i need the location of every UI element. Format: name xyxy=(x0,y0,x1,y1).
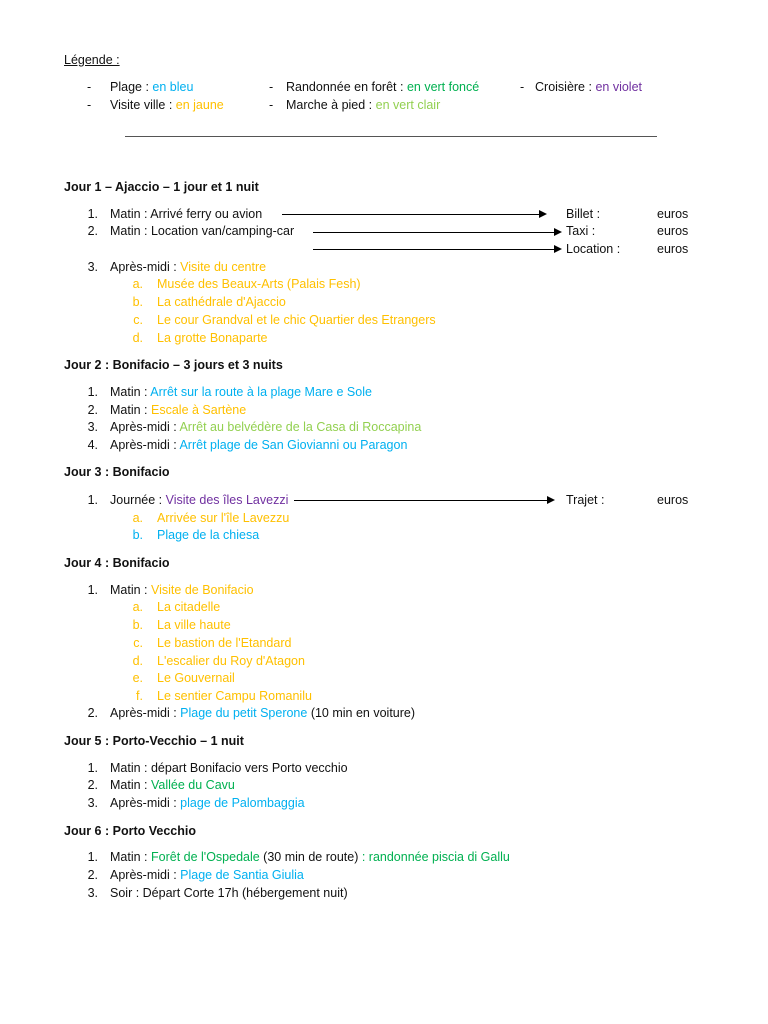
day4-sub-d: L'escalier du Roy d'Atagon xyxy=(157,654,305,668)
arrow-head-icon xyxy=(554,228,562,236)
cost-billet-unit: euros xyxy=(657,207,689,221)
arrow-head-icon xyxy=(539,210,547,218)
day1-sub-a: Musée des Beaux-Arts (Palais Fesh) xyxy=(157,277,361,291)
day6-item1 xyxy=(110,850,510,865)
day1-sub-b: La cathédrale d'Ajaccio xyxy=(157,295,286,309)
item-label: Après-midi : xyxy=(110,438,180,452)
day4-item1 xyxy=(110,583,254,598)
legend-dash: - xyxy=(87,98,92,112)
item-label: Matin : xyxy=(110,850,151,864)
cost-taxi-unit: euros xyxy=(657,224,689,238)
list-number: 1. xyxy=(87,583,98,597)
day4-title: Jour 4 : Bonifacio xyxy=(64,556,170,570)
item-label: Après-midi : xyxy=(110,420,180,434)
item-value: Visite de Bonifacio xyxy=(151,583,254,597)
day3-sub-a: Arrivée sur l'île Lavezzu xyxy=(157,511,290,525)
arrow-line xyxy=(313,232,555,233)
day3-item1 xyxy=(110,493,288,508)
legend-ville xyxy=(110,98,224,113)
arrow-head-icon xyxy=(547,496,555,504)
list-number: 3. xyxy=(87,260,98,274)
sub-letter: a. xyxy=(132,511,143,525)
legend-randonnee-label: Randonnée en forêt : xyxy=(286,80,407,94)
item-value: Arrêt sur la route à la plage Mare e Sole xyxy=(150,385,372,399)
item-value: Forêt de l'Ospedale xyxy=(151,850,260,864)
cost-trajet-unit: euros xyxy=(657,493,689,507)
day5-item2 xyxy=(110,778,235,793)
legend-randonnee xyxy=(286,80,479,95)
list-number: 1. xyxy=(87,761,98,775)
day2-item2 xyxy=(110,403,246,418)
day6-title: Jour 6 : Porto Vecchio xyxy=(64,824,196,838)
item-value: Arrêt au belvédère de la Casa di Roccapina xyxy=(179,420,422,434)
legend-dash: - xyxy=(520,80,525,94)
legend-croisiere-value: en violet xyxy=(595,80,642,94)
arrow-line xyxy=(294,500,548,501)
legend-croisiere xyxy=(535,80,642,95)
legend-plage xyxy=(110,80,193,95)
arrow-line xyxy=(282,214,540,215)
day4-sub-a: La citadelle xyxy=(157,600,221,614)
item-label: Après-midi : xyxy=(110,868,181,882)
item-value: Arrêt plage de San Giovianni ou Paragon xyxy=(179,438,408,452)
item-value: Plage de Santia Giulia xyxy=(180,868,304,882)
day1-item2: Matin : Location van/camping-car xyxy=(110,224,295,238)
item-label: Après-midi : xyxy=(110,706,181,720)
day6-item3: Soir : Départ Corte 17h (hébergement nuit) xyxy=(110,886,348,900)
day2-item4 xyxy=(110,438,407,453)
legend-dash: - xyxy=(87,80,92,94)
section-divider xyxy=(125,136,657,137)
legend-marche xyxy=(286,98,440,113)
list-number: 3. xyxy=(87,886,98,900)
day3-sub-b: Plage de la chiesa xyxy=(157,528,260,542)
item-value: Plage du petit Sperone xyxy=(180,706,308,720)
day4-sub-b: La ville haute xyxy=(157,618,231,632)
sub-letter: c. xyxy=(133,636,143,650)
day5-title: Jour 5 : Porto-Vecchio – 1 nuit xyxy=(64,734,244,748)
item-note: (30 min de route) xyxy=(259,850,362,864)
legend-randonnee-value: en vert foncé xyxy=(406,80,480,94)
list-number: 1. xyxy=(87,385,98,399)
list-number: 1. xyxy=(87,207,98,221)
item-value: plage de Palombaggia xyxy=(180,796,305,810)
list-number: 2. xyxy=(87,868,98,882)
day1-item3 xyxy=(110,260,266,275)
legend-marche-value: en vert clair xyxy=(375,98,441,112)
day4-item2 xyxy=(110,706,415,721)
sub-letter: a. xyxy=(132,600,143,614)
legend-dash: - xyxy=(269,98,274,112)
item-value: Visite du centre xyxy=(180,260,267,274)
day2-item3 xyxy=(110,420,421,435)
legend-marche-label: Marche à pied : xyxy=(286,98,376,112)
legend-croisiere-label: Croisière : xyxy=(535,80,596,94)
legend-plage-value: en bleu xyxy=(152,80,194,94)
legend-dash: - xyxy=(269,80,274,94)
list-number: 3. xyxy=(87,420,98,434)
list-number: 2. xyxy=(87,778,98,792)
list-number: 2. xyxy=(87,706,98,720)
day1-item1: Matin : Arrivé ferry ou avion xyxy=(110,207,263,221)
day4-sub-e: Le Gouvernail xyxy=(157,671,235,685)
item-label: Après-midi : xyxy=(110,796,181,810)
day1-title: Jour 1 – Ajaccio – 1 jour et 1 nuit xyxy=(64,180,259,194)
sub-letter: f. xyxy=(136,689,143,703)
day1-sub-d: La grotte Bonaparte xyxy=(157,331,268,345)
list-number: 2. xyxy=(87,224,98,238)
legend-ville-value: en jaune xyxy=(175,98,224,112)
day5-item3 xyxy=(110,796,305,811)
day5-item1: Matin : départ Bonifacio vers Porto vecchio xyxy=(110,761,348,775)
day6-item2 xyxy=(110,868,304,883)
item-value: Vallée du Cavu xyxy=(151,778,235,792)
item-label: Matin : xyxy=(110,778,151,792)
sub-letter: e. xyxy=(132,671,143,685)
list-number: 3. xyxy=(87,796,98,810)
legend-title: Légende : xyxy=(64,53,120,67)
day2-title: Jour 2 : Bonifacio – 3 jours et 3 nuits xyxy=(64,358,283,372)
list-number: 1. xyxy=(87,493,98,507)
legend-ville-label: Visite ville : xyxy=(110,98,176,112)
day3-title: Jour 3 : Bonifacio xyxy=(64,465,170,479)
arrow-line xyxy=(313,249,555,250)
list-number: 2. xyxy=(87,403,98,417)
item-label: Après-midi : xyxy=(110,260,181,274)
item-extra: : randonnée piscia di Gallu xyxy=(361,850,510,864)
cost-location-label: Location : xyxy=(566,242,621,256)
sub-letter: b. xyxy=(132,618,143,632)
day4-sub-c: Le bastion de l'Etandard xyxy=(157,636,292,650)
item-label: Journée : xyxy=(110,493,166,507)
arrow-head-icon xyxy=(554,245,562,253)
sub-letter: d. xyxy=(132,331,143,345)
list-number: 4. xyxy=(87,438,98,452)
item-label: Matin : xyxy=(110,385,151,399)
item-label: Matin : xyxy=(110,403,151,417)
item-value: Visite des îles Lavezzi xyxy=(165,493,289,507)
cost-location-unit: euros xyxy=(657,242,689,256)
cost-trajet-label: Trajet : xyxy=(566,493,605,507)
item-note: (10 min en voiture) xyxy=(307,706,416,720)
day1-sub-c: Le cour Grandval et le chic Quartier des Etrangers xyxy=(157,313,436,327)
item-value: Escale à Sartène xyxy=(151,403,247,417)
sub-letter: c. xyxy=(133,313,143,327)
day2-item1 xyxy=(110,385,372,400)
sub-letter: b. xyxy=(132,295,143,309)
sub-letter: b. xyxy=(132,528,143,542)
sub-letter: a. xyxy=(132,277,143,291)
sub-letter: d. xyxy=(132,654,143,668)
cost-taxi-label: Taxi : xyxy=(566,224,596,238)
list-number: 1. xyxy=(87,850,98,864)
cost-billet-label: Billet : xyxy=(566,207,601,221)
day4-sub-f: Le sentier Campu Romanilu xyxy=(157,689,312,703)
legend-plage-label: Plage : xyxy=(110,80,153,94)
item-label: Matin : xyxy=(110,583,151,597)
